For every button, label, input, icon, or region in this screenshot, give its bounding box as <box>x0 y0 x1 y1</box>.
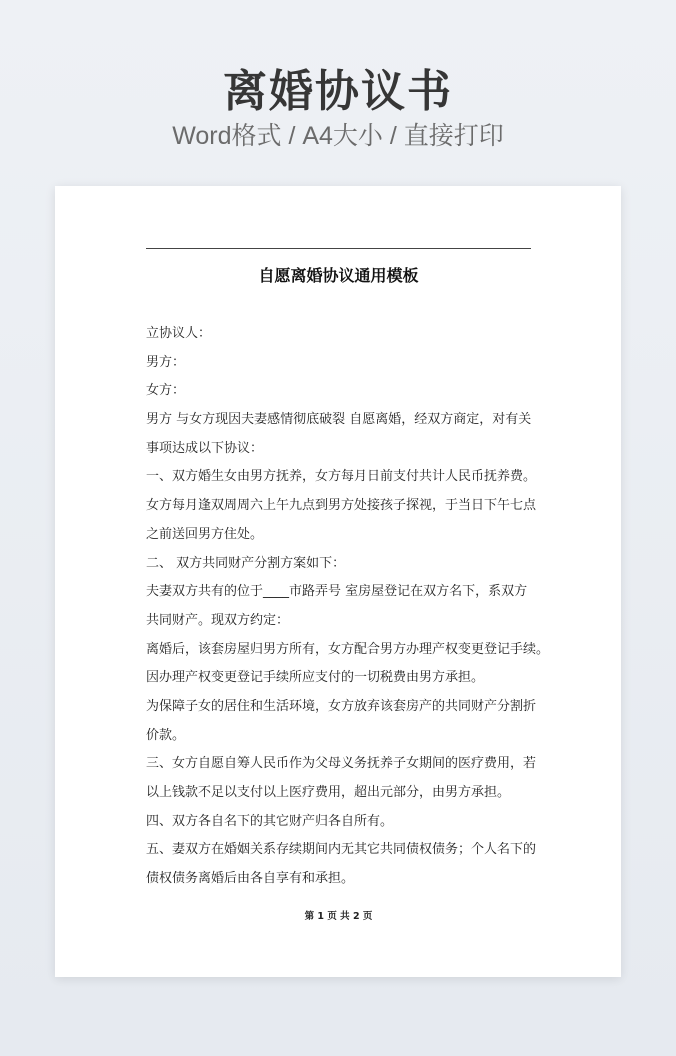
body-line: 因办理产权变更登记手续所应支付的一切税费由男方承担。 <box>146 670 485 686</box>
body-line: 债权债务离婚后由各自享有和承担。 <box>146 871 355 887</box>
body-line: 事项达成以下协议： <box>146 440 264 456</box>
body-line: 男方 与女方现因夫妻感情彻底破裂 自愿离婚，经双方商定，对有关 <box>146 412 532 428</box>
body-line: 以上钱款不足以支付以上医疗费用，超出元部分，由男方承担。 <box>146 785 511 800</box>
body-line: 离婚后，该套房屋归男方所有，女方配合男方办理产权变更登记手续。 <box>146 641 550 657</box>
body-line: 三、女方自愿自筹人民币作为父母义务抚养子女期间的医疗费用，若 <box>146 756 537 772</box>
header-rule <box>146 248 531 249</box>
document-body <box>146 320 550 894</box>
body-line: 四、双方各自名下的其它财产归各自所有。 <box>146 813 394 829</box>
body-line: 夫妻双方共有的位于____市路弄号 室房屋登记在双方名下，系双方 <box>146 584 528 600</box>
body-line: 为保障子女的居住和生活环境，女方放弃该套房产的共同财产分割折 <box>146 698 537 714</box>
body-line: 一、双方婚生女由男方抚养，女方每月日前支付共计人民币抚养费。 <box>146 469 537 485</box>
body-line: 五、妻双方在婚姻关系存续期间内无其它共同债权债务；个人名下的 <box>146 842 537 858</box>
page-subtitle: Word格式 / A4大小 / 直接打印 <box>172 122 504 150</box>
document-page <box>55 186 621 977</box>
page-number: 第 1 页 共 2 页 <box>304 911 373 922</box>
body-line: 二、 双方共同财产分割方案如下： <box>146 555 346 571</box>
body-line: 之前送回男方住处。 <box>146 526 264 542</box>
body-line: 男方： <box>146 354 186 370</box>
body-line: 价款。 <box>146 727 186 743</box>
body-line: 女方： <box>146 383 186 399</box>
body-line: 立协议人： <box>146 326 212 341</box>
body-line: 共同财产。现双方约定： <box>146 612 290 628</box>
body-line: 女方每月逢双周周六上午九点到男方处接孩子探视，于当日下午七点 <box>146 498 537 514</box>
page-title: 离婚协议书 <box>223 66 453 117</box>
document-title: 自愿离婚协议通用模板 <box>258 266 419 285</box>
